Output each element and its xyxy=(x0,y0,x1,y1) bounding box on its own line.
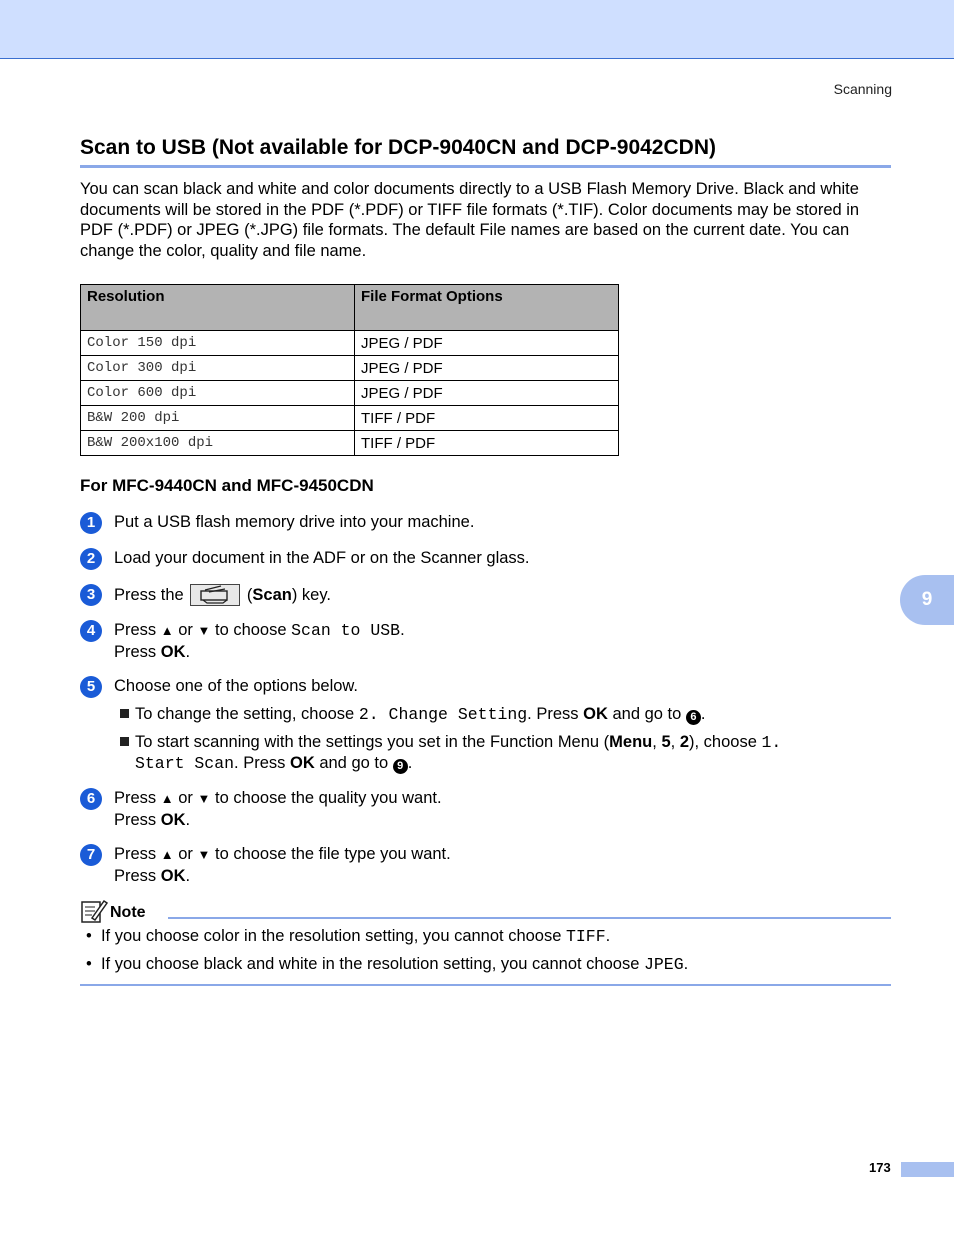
down-arrow-icon: ▼ xyxy=(197,791,211,806)
punctuation: , xyxy=(670,733,676,751)
step-text: Press xyxy=(114,810,157,829)
punctuation: . xyxy=(700,705,706,723)
ok-key-label: OK xyxy=(289,754,315,772)
note-item-2 xyxy=(86,954,688,975)
resolution-cell: B&W 200x100 dpi xyxy=(81,431,355,456)
step-number: 7 xyxy=(80,844,102,866)
step-text: Press xyxy=(114,621,157,639)
note-label: Note xyxy=(110,904,146,921)
step-number: 1 xyxy=(80,512,102,534)
format-cell: TIFF / PDF xyxy=(355,431,619,456)
punctuation: . xyxy=(407,754,413,772)
step-text: to choose xyxy=(214,621,287,639)
step-3 xyxy=(80,584,331,606)
note-rule-bottom xyxy=(80,984,891,986)
resolution-cell: Color 600 dpi xyxy=(81,381,355,406)
format-cell: TIFF / PDF xyxy=(355,406,619,431)
step-1 xyxy=(80,512,474,533)
table-row xyxy=(81,381,619,406)
step-text: Press xyxy=(114,642,157,661)
table-row xyxy=(81,331,619,356)
step-text: or xyxy=(178,621,193,639)
option-bullet-2 xyxy=(120,732,890,774)
bullet-text: To change the setting, choose xyxy=(135,705,355,723)
step-text: Press xyxy=(114,789,157,807)
down-arrow-icon: ▼ xyxy=(197,847,211,862)
ok-key-label: OK xyxy=(583,705,608,723)
note-pencil-icon xyxy=(80,898,108,929)
ok-key-label: OK xyxy=(160,810,186,829)
bullet-text: ), choose xyxy=(689,733,757,751)
intro-paragraph: You can scan black and white and color documents directly to a USB Flash Memory Drive. Black and white documents will be stored in the PDF (*.PDF) or TIFF file formats (*.TIF). Color documents may be stored in PDF (*.PDF) or JPEG (*.JPG) file formats. The default File names are based on the current date. You can change the color, quality and file name. xyxy=(80,180,860,260)
step-number: 4 xyxy=(80,620,102,642)
step-text: to choose the file type you want. xyxy=(214,845,451,863)
step-reference: 6 xyxy=(686,710,701,725)
step-text: Put a USB flash memory drive into your machine. xyxy=(114,513,475,531)
ok-key-label: OK xyxy=(160,642,186,661)
resolution-cell: Color 300 dpi xyxy=(81,356,355,381)
menu-option: 1. xyxy=(761,733,782,752)
table-row xyxy=(81,431,619,456)
bullet-text: To start scanning with the settings you set in the Function Menu ( xyxy=(135,733,610,751)
table-row xyxy=(81,356,619,381)
step-number: 3 xyxy=(80,584,102,606)
bullet-text: and go to xyxy=(319,754,389,772)
bullet-text: . Press xyxy=(527,705,579,723)
step-text: or xyxy=(178,845,193,863)
key-2-label: 2 xyxy=(679,733,690,751)
column-header-resolution: Resolution xyxy=(81,285,355,331)
subheading: For MFC-9440CN and MFC-9450CDN xyxy=(80,476,374,495)
note-item-1 xyxy=(86,926,610,947)
format-code: TIFF xyxy=(566,927,606,946)
punctuation: . xyxy=(185,810,191,829)
step-text: Choose one of the options below. xyxy=(114,677,359,695)
step-number: 6 xyxy=(80,788,102,810)
punctuation: . xyxy=(185,642,191,661)
step-7 xyxy=(80,844,451,886)
table-header-row xyxy=(81,285,619,331)
scan-key-label: Scan xyxy=(252,586,292,604)
table-row xyxy=(81,406,619,431)
key-5-label: 5 xyxy=(661,733,671,751)
step-4 xyxy=(80,620,405,662)
square-bullet-icon xyxy=(120,709,129,718)
menu-option: Start Scan xyxy=(135,754,235,773)
step-text: or xyxy=(178,789,193,807)
running-head: Scanning xyxy=(833,81,892,97)
step-text: ( xyxy=(246,586,253,604)
step-5 xyxy=(80,676,358,697)
header-band xyxy=(0,0,954,59)
format-cell: JPEG / PDF xyxy=(355,356,619,381)
step-2 xyxy=(80,548,530,569)
menu-key-label: Menu xyxy=(609,733,653,751)
bullet-dot: • xyxy=(86,927,92,945)
ok-key-label: OK xyxy=(160,866,186,885)
down-arrow-icon: ▼ xyxy=(197,623,211,638)
step-text: Load your document in the ADF or on the Scanner glass. xyxy=(114,549,530,567)
punctuation: . xyxy=(683,955,689,973)
section-title: Scan to USB (Not available for DCP-9040CN and DCP-9042CDN) xyxy=(80,136,716,159)
bullet-text: . Press xyxy=(234,754,286,772)
menu-option: Scan to USB xyxy=(291,621,401,640)
up-arrow-icon: ▲ xyxy=(160,847,174,862)
note-rule-top xyxy=(168,917,891,919)
note-text: If you choose color in the resolution setting, you cannot choose xyxy=(100,927,562,945)
step-text: Press xyxy=(114,845,157,863)
step-6 xyxy=(80,788,442,830)
scanner-icon xyxy=(190,584,240,606)
chapter-tab: 9 xyxy=(900,575,954,625)
note-text: If you choose black and white in the resolution setting, you cannot choose xyxy=(100,955,640,973)
up-arrow-icon: ▲ xyxy=(160,623,174,638)
step-text: ) key. xyxy=(291,586,331,604)
punctuation: . xyxy=(185,866,191,885)
option-bullet-1 xyxy=(120,704,890,725)
format-cell: JPEG / PDF xyxy=(355,381,619,406)
resolution-cell: Color 150 dpi xyxy=(81,331,355,356)
step-text: Press the xyxy=(114,586,184,604)
resolution-table xyxy=(80,284,619,456)
punctuation: . xyxy=(400,621,405,639)
bullet-dot: • xyxy=(86,955,92,973)
step-text: Press xyxy=(114,866,157,885)
menu-option: 2. Change Setting xyxy=(358,705,528,724)
format-code: JPEG xyxy=(643,955,684,974)
step-number: 5 xyxy=(80,676,102,698)
punctuation: . xyxy=(605,927,611,945)
bullet-text: and go to xyxy=(612,705,682,723)
step-reference: 9 xyxy=(393,759,408,774)
format-cell: JPEG / PDF xyxy=(355,331,619,356)
page-tab xyxy=(901,1162,954,1177)
resolution-cell: B&W 200 dpi xyxy=(81,406,355,431)
square-bullet-icon xyxy=(120,737,129,746)
up-arrow-icon: ▲ xyxy=(160,791,174,806)
page-number: 173 xyxy=(869,1160,891,1175)
punctuation: , xyxy=(652,733,657,751)
column-header-format: File Format Options xyxy=(355,285,619,331)
title-rule xyxy=(80,165,891,168)
step-text: to choose the quality you want. xyxy=(214,789,442,807)
step-number: 2 xyxy=(80,548,102,570)
